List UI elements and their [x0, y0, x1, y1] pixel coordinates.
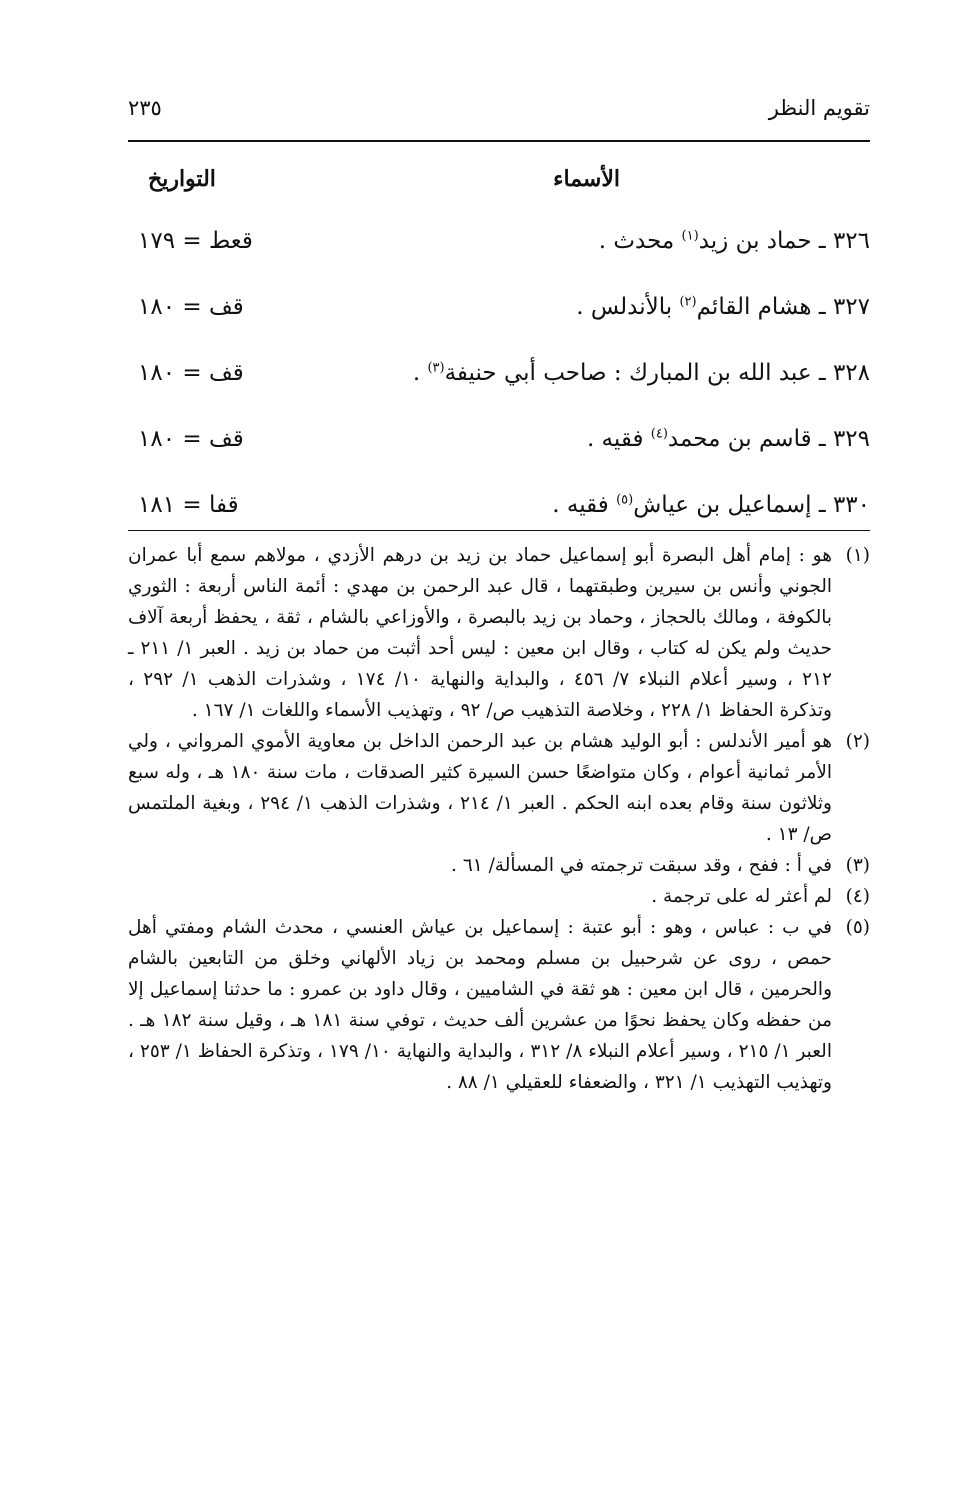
entry-name: ٣٢٨ ـ عبد الله بن المبارك : صاحب أبي حنيفة$^{(٣)}$ .: [412, 360, 870, 386]
entry-date: قف = ١٨٠: [138, 294, 244, 320]
footnote: [128, 912, 870, 1098]
footnote-number: (٤): [845, 886, 870, 907]
entry-name: ٣٢٩ ـ قاسم بن محمد$^{(٤)}$ فقيه .: [586, 426, 870, 452]
footnote: [128, 881, 870, 912]
entry-date: قفا = ١٨١: [138, 492, 239, 518]
entry-date: قف = ١٨٠: [138, 360, 244, 386]
footnote-number: (١): [845, 545, 870, 566]
footnote: [128, 850, 870, 881]
entries-list: [128, 222, 870, 552]
footnotes-divider: [128, 530, 870, 531]
entry-row: [128, 354, 870, 420]
header-divider: [128, 140, 870, 142]
book-title: تقويم النظر: [768, 96, 870, 120]
footnote-text: لم أعثر له على ترجمة .: [651, 886, 832, 907]
entry-row: [128, 222, 870, 288]
column-header-dates: التواريخ: [148, 166, 216, 192]
footnote-ref: (١): [681, 228, 699, 244]
footnote-text: هو : إمام أهل البصرة أبو إسماعيل حماد بن زيد بن درهم الأزدي ، مولاهم سمع أبا عمران الجوني وأنس بن سيرين وطبقتهما ، قال عبد الرحمن بن مهدي : أئمة الناس أربعة : الثوري بالكوفة ، ومالك بالحجاز ، وحماد بن زيد بالبصرة ، والأوزاعي بالشام ، ثقة ، يحفظ أربعة آلاف حديث ولم يكن له كتاب ، وقال ابن معين : ليس أحد أثبت من حماد بن زيد . العبر ١/ ٢١١ ـ ٢١٢ ، وسير أعلام النبلاء ٧/ ٤٥٦ ، والبداية والنهاية ١٠/ ١٧٤ ، وشذرات الذهب ١/ ٢٩٢ ، وتذكرة الحفاظ ١/ ٢٢٨ ، وخلاصة التذهيب ص/ ٩٢ ، وتهذيب الأسماء واللغات ١/ ١٦٧ .: [128, 545, 832, 721]
table-header: [128, 166, 870, 202]
column-header-names: الأسماء: [553, 166, 620, 192]
footnote-text: هو أمير الأندلس : أبو الوليد هشام بن عبد الرحمن الداخل بن معاوية الأموي المرواني ، ولي الأمر ثمانية أعوام ، وكان متواضعًا حسن السيرة كثير الصدقات ، مات سنة ١٨٠ هـ ، وله سبع وثلاثون سنة وقام بعده ابنه الحكم . العبر ١/ ٢١٤ ، وشذرات الذهب ١/ ٢٩٤ ، وبغية الملتمس ص/ ١٣ .: [128, 731, 833, 845]
entry-name: ٣٢٦ ـ حماد بن زيد$^{(١)}$ محدث .: [598, 228, 870, 254]
footnote-ref: (٣): [427, 360, 445, 376]
footnote-number: (٥): [845, 917, 870, 938]
page-number: ٢٣٥: [128, 96, 162, 120]
footnote-text: في ب : عباس ، وهو : أبو عتبة : إسماعيل بن عياش العنسي ، محدث الشام ومفتي أهل حمص ، روى عن شرحبيل بن مسلم ومحمد بن زياد الألهاني وخلق من التابعين بالشام والحرمين ، قال ابن معين : هو ثقة في الشاميين ، وقال داود بن عمرو : ما حدثنا إسماعيل إلا من حفظه وكان يحفظ نحوًا من عشرين ألف حديث ، توفي سنة ١٨١ هـ ، وقيل سنة ١٨٢ هـ . العبر ١/ ٢١٥ ، وسير أعلام النبلاء ٨/ ٣١٢ ، والبداية والنهاية ١٠/ ١٧٩ ، وتذكرة الحفاظ ١/ ٢٥٣ ، وتهذيب التهذيب ١/ ٣٢١ ، والضعفاء للعقيلي ١/ ٨٨ .: [128, 917, 832, 1093]
footnotes: [128, 540, 870, 1098]
footnote: [128, 726, 870, 850]
footnote-number: (٣): [845, 855, 870, 876]
entry-row: [128, 420, 870, 486]
entry-name: ٣٣٠ ـ إسماعيل بن عياش$^{(٥)}$ فقيه .: [552, 492, 870, 518]
footnote: [128, 540, 870, 726]
entry-date: قف = ١٨٠: [138, 426, 244, 452]
footnote-number: (٢): [845, 731, 870, 752]
page-header: [128, 88, 870, 128]
footnote-ref: (٢): [679, 294, 697, 310]
footnote-ref: (٥): [616, 492, 634, 508]
entry-name: ٣٢٧ ـ هشام القائم$^{(٢)}$ بالأندلس .: [576, 294, 870, 320]
footnote-ref: (٤): [650, 426, 668, 442]
footnote-text: في أ : ففح ، وقد سبقت ترجمته في المسألة/ ٦١ .: [451, 855, 832, 876]
entry-row: [128, 288, 870, 354]
entry-date: قعط = ١٧٩: [138, 228, 253, 254]
